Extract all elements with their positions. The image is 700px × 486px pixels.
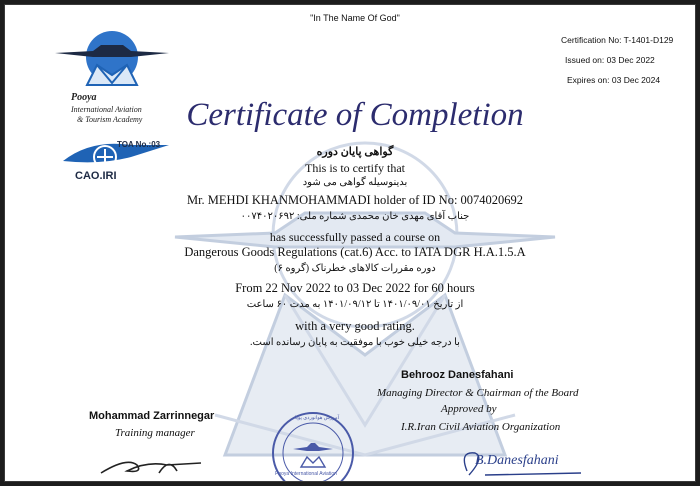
holder-text: Mr. MEHDI KHANMOHAMMADI holder of ID No: 0074020692 xyxy=(186,193,524,207)
stamp-text-persian: آموزش هوانوردی پویا xyxy=(295,415,339,421)
basmala-text: "In The Name Of God" xyxy=(310,13,400,23)
academy-name: Pooya xyxy=(71,92,97,103)
course-text: Dangerous Goods Regulations (cat.6) Acc. to IATA DGR H.A.1.5.A xyxy=(184,245,526,259)
approved-by-text: Approved by xyxy=(441,403,497,415)
issued-date: Issued on: 03 Dec 2022 xyxy=(565,55,655,65)
certification-number: Certification No: T-1401-D129 xyxy=(561,35,674,45)
rating-text: with a very good rating. xyxy=(295,319,415,333)
right-signatory-name: Behrooz Danesfahani xyxy=(401,369,514,381)
certificate-title: Certificate of Completion xyxy=(186,97,524,133)
persian-title: گواهی پایان دوره xyxy=(316,146,394,158)
rating-text-persian: با درجه خیلی خوب با موفقیت به پایان رسانده است. xyxy=(250,337,460,348)
dates-text: From 22 Nov 2022 to 03 Dec 2022 for 60 hours xyxy=(235,281,475,295)
academy-line-2: International Aviation xyxy=(71,105,142,114)
left-signatory-title: Training manager xyxy=(115,427,195,439)
expires-date: Expires on: 03 Dec 2024 xyxy=(567,75,661,85)
stamp-text-english: Pooya International Aviation xyxy=(275,471,337,477)
dates-text-persian: از تاریخ ۱۴۰۱/۰۹/۰۱ تا ۱۴۰۱/۰۹/۱۲ به مدت ۶۰ ساعت xyxy=(246,299,464,310)
right-signature: B.Danesfahani xyxy=(475,453,559,468)
course-text-persian: دوره مقررات کالاهای خطرناک (گروه ۶) xyxy=(274,263,436,274)
academy-logo-icon xyxy=(53,19,171,91)
left-signatory-name: Mohammad Zarrinnegar xyxy=(89,410,215,422)
right-signatory-title: Managing Director & Chairman of the Board xyxy=(377,387,579,399)
academy-line-3: & Tourism Academy xyxy=(77,115,143,124)
holder-text-persian: جناب آقای مهدی خان محمدی شماره ملی: ۰۰۷۴۰۲۰۶۹۲ xyxy=(240,211,470,222)
toa-number: TOA No.:03 xyxy=(117,140,161,149)
certificate-page xyxy=(4,4,696,482)
left-signature-icon xyxy=(97,443,207,479)
cao-name: CAO.IRI xyxy=(75,170,117,182)
right-signature-stroke-icon xyxy=(455,445,585,479)
passed-text: has successfully passed a course on xyxy=(269,230,441,244)
approving-organization: I.R.Iran Civil Aviation Organization xyxy=(401,421,561,433)
certify-text-persian: بدینوسیله گواهی می شود xyxy=(302,177,408,188)
certify-text: This is to certify that xyxy=(305,161,405,175)
